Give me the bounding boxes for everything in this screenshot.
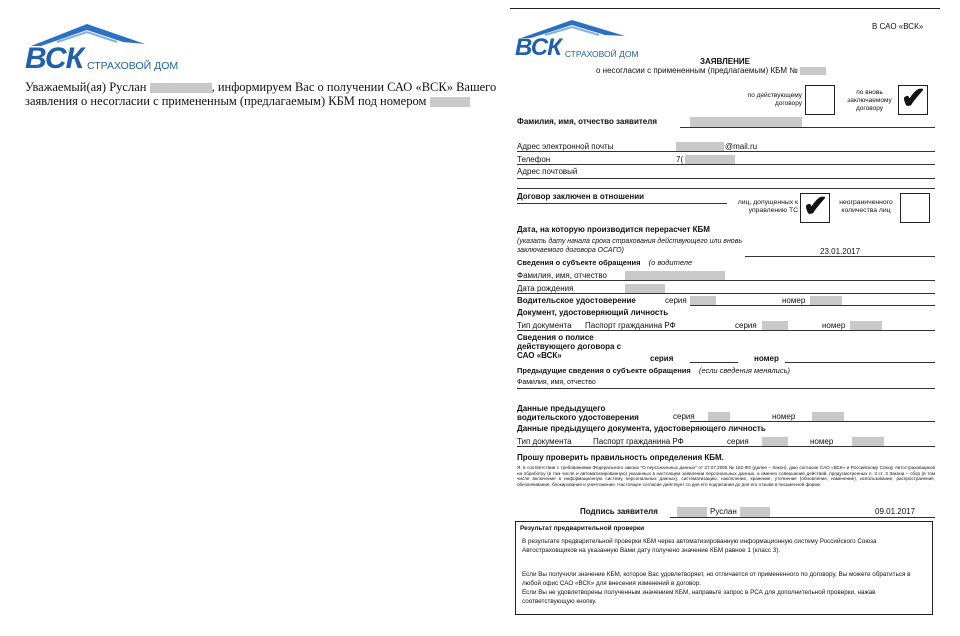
prev-license-series-label: серия [673, 412, 695, 421]
form-title: ЗАЯВЛЕНИЕ [700, 57, 750, 66]
license-series-label: серия [665, 296, 687, 305]
signature-name: Руслан [710, 507, 737, 516]
recipient: В САО «ВСК» [872, 22, 924, 31]
date-underline [745, 256, 935, 257]
prev-label: Предыдущие сведения о субъекте обращения (если сведения менялись) [517, 366, 791, 375]
subject-fio-label: Фамилия, имя, отчество [517, 271, 607, 280]
letter-line-1: Уважаемый(ая) Руслан , информируем Вас о получении САО «ВСК» Вашего [25, 80, 497, 94]
contract-label: Договор заключен в отношении [517, 192, 645, 201]
email-underline [517, 151, 935, 152]
license-number-label: номер [782, 296, 806, 305]
roof-icon [27, 22, 147, 48]
option-unlimited: неограниченного количества лиц [839, 199, 893, 214]
date-value: 23.01.2017 [820, 247, 861, 256]
date-hint: (указать дату начала срока страхования действующего или вновь заключаемого договора ОСАГО) [517, 238, 743, 254]
redacted-fio [690, 117, 802, 127]
id-number-label: номер [822, 321, 846, 330]
postal-underline [517, 178, 935, 179]
postal-label: Адрес почтовый [517, 167, 578, 176]
current-contract-checkbox[interactable] [805, 85, 835, 115]
date-label: Дата, на которую производится перерасчет КБМ [517, 225, 710, 234]
option-current-contract: по действующему договору [747, 92, 802, 107]
prev-license-number-label: номер [772, 412, 796, 421]
birth-underline [517, 293, 935, 294]
signature-underline [670, 517, 935, 518]
id-doc-label: Документ, удостоверяющий личность [517, 308, 669, 317]
subject-fio-underline [517, 280, 935, 281]
policy-number-label: номер [754, 354, 779, 363]
redacted-number [430, 97, 470, 107]
checkmark-icon: ✔ [901, 82, 927, 115]
check-request: Прошу проверить правильность определения КБМ. [517, 453, 724, 462]
vsk-logo-form [515, 20, 639, 62]
fio-label: Фамилия, имя, отчество заявителя [517, 117, 657, 126]
prev-fio-label: Фамилия, имя, отчество [517, 379, 596, 386]
license-underline [690, 305, 935, 306]
logo-text-vsk: ВСК [515, 34, 561, 61]
redacted-kbm-number [800, 67, 826, 75]
redacted-signature [740, 507, 770, 517]
consent-text: Я, в соответствии с требованиями Федерального закона "О персональных данных" от 27.07.2006 № 152-ФЗ (далее – Закон), даю согласие САО «ВСК» и Российскому Союзу Автостраховщиков на обработку (в том числе и автоматизированную) указанных в настоящем заявлении персональных данных, а именно совершение действий, предусмотренных п. 3 ст. 3 Закона – сбор (в том числе включение в информационную систему персональных данных), систематизацию, накопление, хранение, уточнение (обновление, изменение), использование, распространение, обезличивание, блокирование и уничтожение. Настоящее согласие действует со дня его подписания до дня его отзыва в письменной форме. [517, 465, 935, 487]
option-new-contract: по вновь заключаемому договору [847, 89, 892, 112]
policy-series-label: серия [650, 354, 674, 363]
unlimited-checkbox[interactable] [900, 193, 930, 223]
prev-doc-type-label: Тип документа [517, 437, 572, 446]
doc-type-value: Паспорт гражданина РФ [585, 321, 676, 330]
logo-text-house: СТРАХОВОЙ ДОМ [87, 60, 179, 72]
prev-doc-label: Данные предыдущего документа, удостоверяющего личность [517, 424, 766, 433]
policy-number-underline [785, 362, 935, 363]
id-underline [517, 330, 935, 331]
result-paragraph-3: Если Вы не удовлетворены полученным значением КБМ, направьте запрос в РСА для дополнительной проверки, нажав соответствующую кнопку. [522, 589, 876, 605]
fio-underline [680, 127, 935, 128]
postal-underline-2 [517, 188, 935, 189]
redacted-surname [150, 83, 212, 93]
roof-icon [517, 18, 627, 40]
top-rule [510, 8, 940, 9]
form-subtitle: о несогласии с примененным (предлагаемым) КБМ № [596, 66, 826, 75]
prev-doc-series-label: серия [727, 437, 749, 446]
result-paragraph-2: Если Вы получили значение КБМ, которое Вас удовлетворяет, но отличается от примененного по договору, Вы можете обратиться в любой офис САО «ВСК» для внесения изменений в договор. [522, 571, 911, 587]
result-title: Результат предварительной проверки [520, 525, 645, 532]
vsk-logo-letter [25, 24, 178, 76]
checkmark-icon: ✔ [803, 190, 829, 223]
letter-text [25, 80, 505, 108]
option-admitted: лиц, допущенных к управлению ТС [737, 199, 798, 214]
prev-fio-underline [517, 388, 935, 389]
result-paragraph-1: В результате предварительной проверки КБМ через автоматизированную информационную систему Российского Союза Автостраховщиков на указанную Вами дату получено значение КБМ равное 1 (класс 3). [522, 538, 877, 554]
phone-value: 7( [676, 155, 684, 164]
doc-type-label: Тип документа [517, 321, 572, 330]
prev-license-label: Данные предыдущего водительского удостоверения [517, 404, 639, 422]
result-box [515, 521, 933, 615]
subject-label: Сведения о субъекте обращения (о водителе [517, 258, 693, 267]
email-value: @mail.ru [725, 142, 758, 151]
prev-doc-type-value: Паспорт гражданина РФ [593, 437, 684, 446]
birth-label: Дата рождения [517, 284, 574, 293]
prev-doc-underline [517, 446, 935, 447]
signature-label: Подпись заявителя [580, 507, 658, 516]
logo-text-house: СТРАХОВОЙ ДОМ [564, 49, 639, 59]
policy-label: Сведения о полисе действующего договора с САО «ВСК» [517, 333, 622, 360]
letter-line-2: заявления о несогласии с примененным (предлагаемым) КБМ под номером [25, 94, 505, 108]
license-label: Водительское удостоверение [517, 296, 636, 305]
phone-label: Телефон [517, 155, 551, 164]
email-label: Адрес электронной почты [517, 142, 614, 151]
prev-doc-number-label: номер [810, 437, 834, 446]
logo-text-vsk: ВСК [25, 42, 84, 75]
redacted-signature-surname [677, 507, 707, 517]
phone-underline [517, 164, 935, 165]
prev-license-underline [690, 421, 935, 422]
contract-underline [517, 203, 727, 204]
policy-series-underline [690, 362, 738, 363]
signature-date: 09.01.2017 [875, 507, 916, 516]
id-series-label: серия [735, 321, 757, 330]
